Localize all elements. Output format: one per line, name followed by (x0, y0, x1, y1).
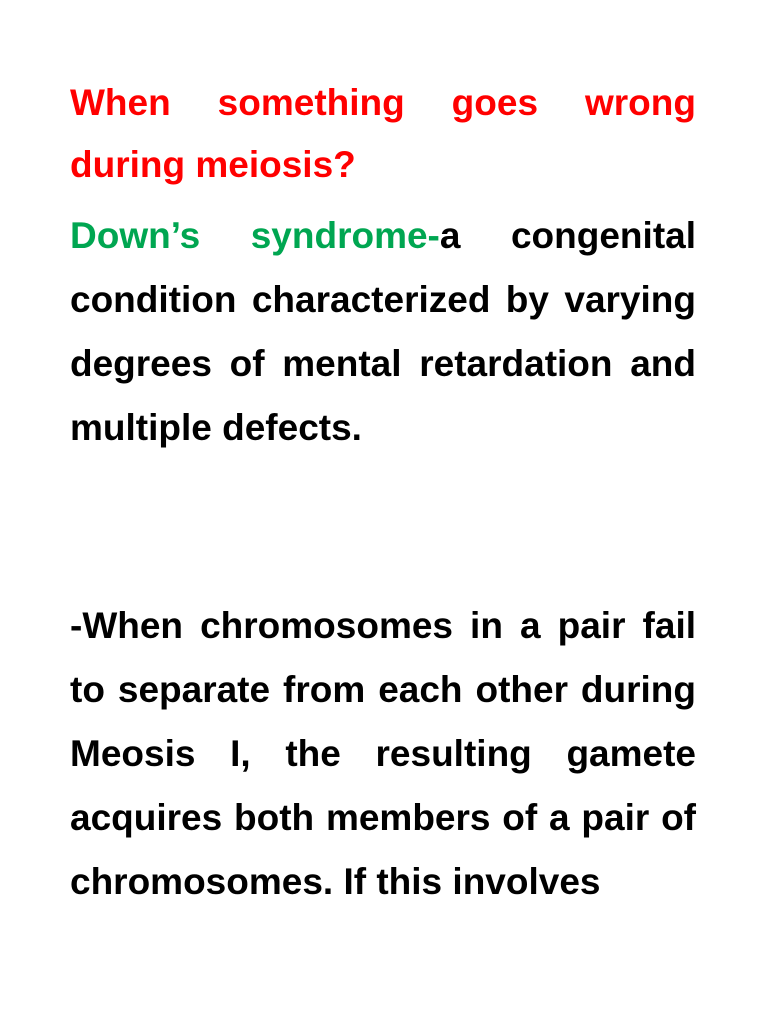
paragraph-gap (70, 460, 696, 594)
heading-question: When something goes wrong during meiosis? (70, 82, 696, 185)
definition-paragraph (70, 204, 696, 460)
text-column (70, 72, 696, 914)
definition-term: Down’s syndrome- (70, 215, 440, 256)
body-paragraph: -When chromosomes in a pair fail to separate from each other during Meosis I, the resulting gamete acquires both members of a pair of chromosomes. If this involves (70, 605, 696, 902)
definition-text: a congenital condition characterized by varying degrees of mental retardation and multiple defects. (70, 215, 696, 448)
